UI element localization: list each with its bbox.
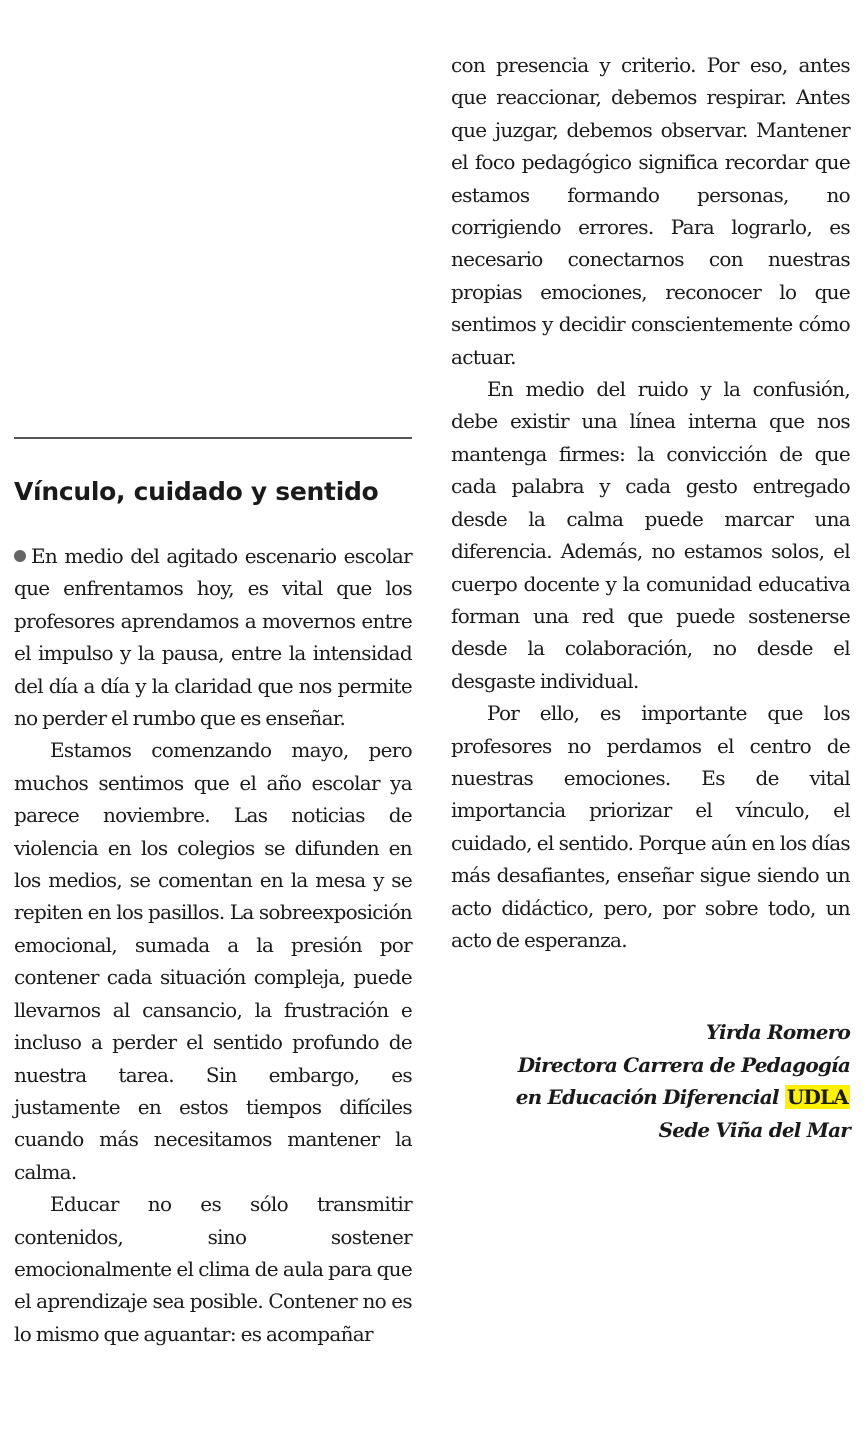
bullet-icon bbox=[14, 550, 26, 562]
paragraph-2: Estamos comenzando mayo, pero muchos sentimos que el año escolar ya parece noviembre. Las noticias de violencia en los colegios se difunden en los medios, se comentan en la mesa y se repiten en los pasillos. La sobreexposición emocional, sumada a la presión por contener cada situación compleja, puede llevarnos al cansancio, la frustración e incluso a perder el sentido profundo de nuestra tarea. Sin embargo, es justamente en estos tiempos difíciles cuando más necesitamos mantener la calma. bbox=[14, 738, 412, 1184]
paragraph-1 bbox=[14, 540, 412, 734]
section-divider bbox=[14, 437, 412, 439]
left-column bbox=[14, 437, 412, 1350]
paragraph-5: Por ello, es importante que los profesores no perdamos el centro de nuestras emociones. Es de vital importancia priorizar el vínculo, el cuidado, el sentido. Porque aún en los días más desafiantes, enseñar sigue siendo un acto didáctico, pero, por sobre todo, un acto de esperanza. bbox=[451, 701, 850, 952]
author-role: Directora Carrera de Pedagogía bbox=[517, 1052, 850, 1077]
author-name: Yirda Romero bbox=[705, 1020, 850, 1044]
paragraph-1-text: En medio del agitado escenario escolar que enfrentamos hoy, es vital que los profesores aprendamos a movernos entre el impulso y la pausa, entre la intensidad del día a día y la claridad que nos permite no perder el rumbo que es enseñar. bbox=[14, 544, 412, 731]
institution-highlight: UDLA bbox=[786, 1085, 848, 1109]
author-role-prefix: en Educación Diferencial bbox=[515, 1085, 779, 1109]
paragraph-3-continued: con presencia y criterio. Por eso, antes que reaccionar, debemos respirar. Antes que juzgar, debemos observar. Mantener el foco pedagógico significa recordar que estamos formando personas, no corrigiendo errores. Para lograrlo, es necesario conectarnos con nuestras propias emociones, reconocer lo que sentimos y decidir conscientemente cómo actuar. bbox=[451, 53, 850, 369]
section-title: Vínculo, cuidado y sentido bbox=[14, 477, 379, 506]
author-location: Sede Viña del Mar bbox=[658, 1117, 850, 1142]
right-column bbox=[451, 49, 850, 956]
author-role-line2 bbox=[430, 1081, 850, 1114]
author-signature bbox=[430, 1016, 850, 1146]
paragraph-4: En medio del ruido y la confusión, debe existir una línea interna que nos mantenga firmes: la convicción de que cada palabra y cada gesto entregado desde la calma puede marcar una diferencia. Además, no estamos solos, el cuerpo docente y la comunidad educativa forman una red que puede sostenerse desde la colaboración, no desde el desgaste individual. bbox=[451, 377, 850, 693]
paragraph-3: Educar no es sólo transmitir contenidos, sino sostener emocionalmente el clima de aula para que el aprendizaje sea posible. Contener no es lo mismo que aguantar: es acompañar bbox=[14, 1192, 412, 1346]
